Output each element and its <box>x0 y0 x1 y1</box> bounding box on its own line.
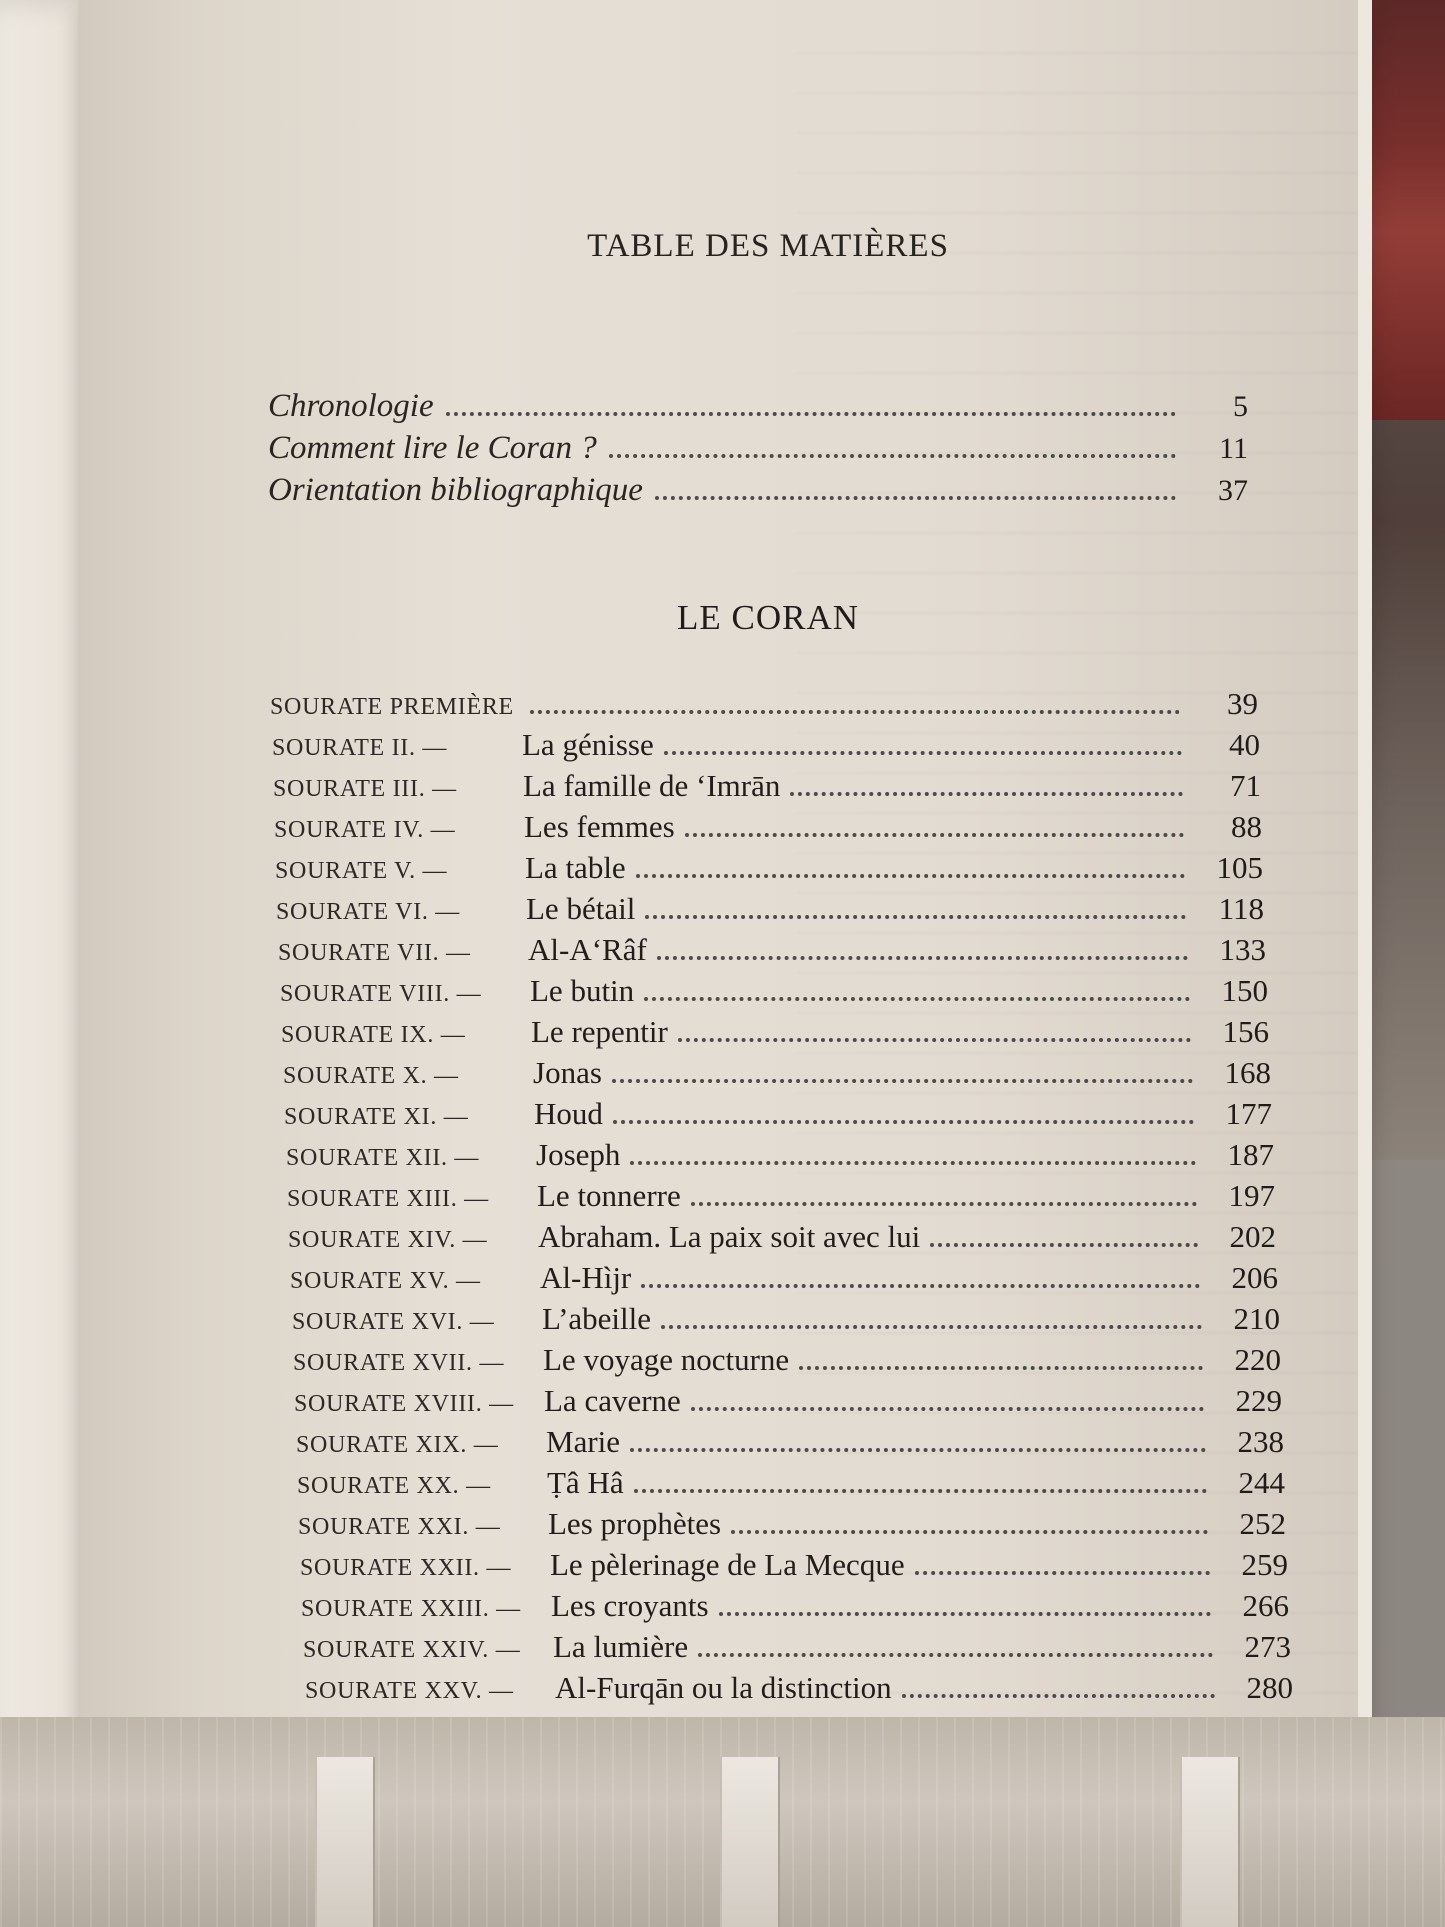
dot-leader <box>930 1242 1198 1247</box>
toc-title: La table <box>525 850 626 885</box>
dot-leader <box>657 955 1188 960</box>
toc-title: Marie <box>546 1424 621 1459</box>
toc-page: 197 <box>1228 1178 1275 1213</box>
toc-page: 156 <box>1222 1014 1269 1049</box>
dot-leader <box>634 1488 1207 1493</box>
toc-prefix: SOURATE XVI. — <box>292 1309 495 1335</box>
toc-row <box>303 1629 1291 1670</box>
shelf-slat <box>1180 1757 1240 1927</box>
dot-leader <box>636 873 1185 878</box>
toc-row <box>281 1014 1269 1055</box>
toc-title: Joseph <box>536 1137 621 1172</box>
toc-row <box>276 891 1264 932</box>
front-matter-label: Orientation bibliographique <box>268 472 643 508</box>
toc-page: 88 <box>1231 809 1262 844</box>
dot-leader <box>678 1037 1191 1042</box>
toc-title: Al-Hìjr <box>540 1260 632 1295</box>
dot-leader <box>698 1652 1213 1657</box>
background-red-book <box>1365 0 1445 420</box>
toc-title: Le pèlerinage de La Mecque <box>550 1547 905 1582</box>
front-matter-list <box>268 388 1248 514</box>
front-matter-item <box>268 430 1248 472</box>
toc-prefix: SOURATE XXI. — <box>298 1514 501 1540</box>
toc-row <box>275 850 1263 891</box>
dot-leader <box>731 1529 1208 1534</box>
toc-row <box>273 768 1261 809</box>
dot-leader <box>691 1406 1204 1411</box>
front-matter-page: 37 <box>1218 474 1248 507</box>
toc-row <box>272 727 1260 768</box>
dot-leader <box>685 832 1184 837</box>
toc-page: 71 <box>1230 768 1261 803</box>
toc-page: 118 <box>1218 891 1264 926</box>
toc-title: Al-Furqān ou la distinction <box>555 1670 892 1705</box>
dot-leader <box>644 996 1190 1001</box>
toc-title: Les femmes <box>524 809 675 844</box>
front-matter-item <box>268 472 1248 514</box>
toc-row <box>290 1260 1278 1301</box>
toc-prefix: SOURATE XXIV. — <box>303 1637 521 1663</box>
dot-leader <box>613 1119 1194 1124</box>
toc-row <box>280 973 1268 1014</box>
toc-row <box>284 1096 1272 1137</box>
toc-prefix: SOURATE VIII. — <box>280 981 482 1007</box>
toc-row <box>278 932 1266 973</box>
toc-page: 40 <box>1229 727 1260 762</box>
front-matter-label: Chronologie <box>268 388 434 424</box>
page-title: TABLE DES MATIÈRES <box>587 228 949 264</box>
dot-leader <box>630 1160 1196 1165</box>
toc-title: Les croyants <box>551 1588 709 1623</box>
toc-row <box>283 1055 1271 1096</box>
toc-prefix: SOURATE III. — <box>273 776 457 802</box>
toc-page: 39 <box>1227 686 1258 721</box>
dot-leader <box>691 1201 1197 1206</box>
dot-leader <box>612 1078 1193 1083</box>
toc-prefix: SOURATE X. — <box>283 1063 459 1089</box>
dot-leader <box>446 411 1176 416</box>
toc-prefix: SOURATE XVIII. — <box>294 1391 514 1417</box>
toc-row <box>294 1383 1282 1424</box>
front-matter-page: 5 <box>1233 390 1248 423</box>
toc-page: 187 <box>1227 1137 1274 1172</box>
toc-page: 266 <box>1242 1588 1289 1623</box>
toc-title: La lumière <box>553 1629 689 1664</box>
toc-title: L’abeille <box>542 1301 652 1336</box>
toc-prefix: SOURATE IV. — <box>274 817 456 843</box>
toc-title: La famille de ‘Imrān <box>523 768 781 803</box>
dot-leader <box>655 495 1176 500</box>
toc-prefix: SOURATE XIV. — <box>288 1227 488 1253</box>
toc-prefix: SOURATE XX. — <box>297 1473 491 1499</box>
toc-prefix: SOURATE VII. — <box>278 940 471 966</box>
toc-title: La caverne <box>544 1383 681 1418</box>
toc-row <box>300 1547 1288 1588</box>
front-matter-page: 11 <box>1219 432 1248 465</box>
dot-leader <box>902 1693 1215 1698</box>
toc-row <box>274 809 1262 850</box>
toc-title: Al-A‘Râf <box>528 932 647 967</box>
toc-page: 238 <box>1237 1424 1284 1459</box>
toc-title: La génisse <box>522 727 654 762</box>
dot-leader <box>664 750 1182 755</box>
toc-row <box>270 686 1258 727</box>
toc-row <box>296 1424 1284 1465</box>
toc-prefix: SOURATE XI. — <box>284 1104 469 1130</box>
toc-row <box>297 1465 1285 1506</box>
toc-row <box>301 1588 1289 1629</box>
toc-row <box>292 1301 1280 1342</box>
toc-title: Ṭâ Hâ <box>547 1465 624 1500</box>
book-page <box>78 0 1372 1815</box>
toc-prefix: SOURATE II. — <box>272 735 448 761</box>
front-matter-item <box>268 388 1248 430</box>
toc-page: 177 <box>1225 1096 1272 1131</box>
toc-prefix: SOURATE PREMIÈRE <box>270 694 514 720</box>
toc-page: 202 <box>1229 1219 1276 1254</box>
dot-leader <box>641 1283 1200 1288</box>
toc-page: 206 <box>1231 1260 1278 1295</box>
shelf-slat <box>720 1757 780 1927</box>
dot-leader <box>790 791 1183 796</box>
toc-title: Le voyage nocturne <box>543 1342 790 1377</box>
toc-page: 210 <box>1233 1301 1280 1336</box>
toc-title: Jonas <box>533 1055 602 1090</box>
toc-page: 150 <box>1221 973 1268 1008</box>
toc-page: 252 <box>1239 1506 1286 1541</box>
toc-title: Les prophètes <box>548 1506 722 1541</box>
toc-page: 105 <box>1216 850 1263 885</box>
dot-leader <box>530 709 1180 714</box>
toc-row <box>288 1219 1276 1260</box>
toc-prefix: SOURATE IX. — <box>281 1022 466 1048</box>
dot-leader <box>719 1611 1211 1616</box>
toc-prefix: SOURATE XIII. — <box>287 1186 489 1212</box>
toc-row <box>305 1670 1293 1711</box>
toc-page: 273 <box>1244 1629 1291 1664</box>
dot-leader <box>645 914 1186 919</box>
toc-prefix: SOURATE VI. — <box>276 899 461 925</box>
toc-prefix: SOURATE XVII. — <box>293 1350 505 1376</box>
dot-leader <box>609 453 1176 458</box>
toc-prefix: SOURATE XXIII. — <box>301 1596 521 1622</box>
toc-page: 244 <box>1238 1465 1285 1500</box>
toc-row <box>293 1342 1281 1383</box>
toc-row <box>287 1178 1275 1219</box>
wood-shelf <box>0 1717 1445 1927</box>
toc-page: 259 <box>1241 1547 1288 1582</box>
toc-title: Le repentir <box>531 1014 668 1049</box>
toc-list <box>270 686 1293 1711</box>
toc-row <box>298 1506 1286 1547</box>
toc-page: 280 <box>1246 1670 1293 1705</box>
toc-page: 133 <box>1219 932 1266 967</box>
toc-row <box>286 1137 1274 1178</box>
toc-page: 168 <box>1224 1055 1271 1090</box>
toc-prefix: SOURATE XIX. — <box>296 1432 499 1458</box>
toc-title: Le tonnerre <box>537 1178 681 1213</box>
toc-title: Le butin <box>530 973 635 1008</box>
dot-leader <box>915 1570 1210 1575</box>
toc-page: 229 <box>1235 1383 1282 1418</box>
shelf-slat <box>315 1757 375 1927</box>
front-matter-label: Comment lire le Coran ? <box>268 430 597 466</box>
toc-prefix: SOURATE XV. — <box>290 1268 481 1294</box>
toc-prefix: SOURATE V. — <box>275 858 448 884</box>
dot-leader <box>799 1365 1203 1370</box>
dot-leader <box>661 1324 1202 1329</box>
toc-prefix: SOURATE XII. — <box>286 1145 480 1171</box>
section-title: LE CORAN <box>676 598 860 637</box>
toc-title: Houd <box>534 1096 603 1131</box>
toc-prefix: SOURATE XXV. — <box>305 1678 514 1704</box>
toc-prefix: SOURATE XXII. — <box>300 1555 512 1581</box>
toc-title: Le bétail <box>526 891 636 926</box>
toc-page: 220 <box>1234 1342 1281 1377</box>
dot-leader <box>630 1447 1206 1452</box>
toc-title: Abraham. La paix soit avec lui <box>538 1219 921 1254</box>
